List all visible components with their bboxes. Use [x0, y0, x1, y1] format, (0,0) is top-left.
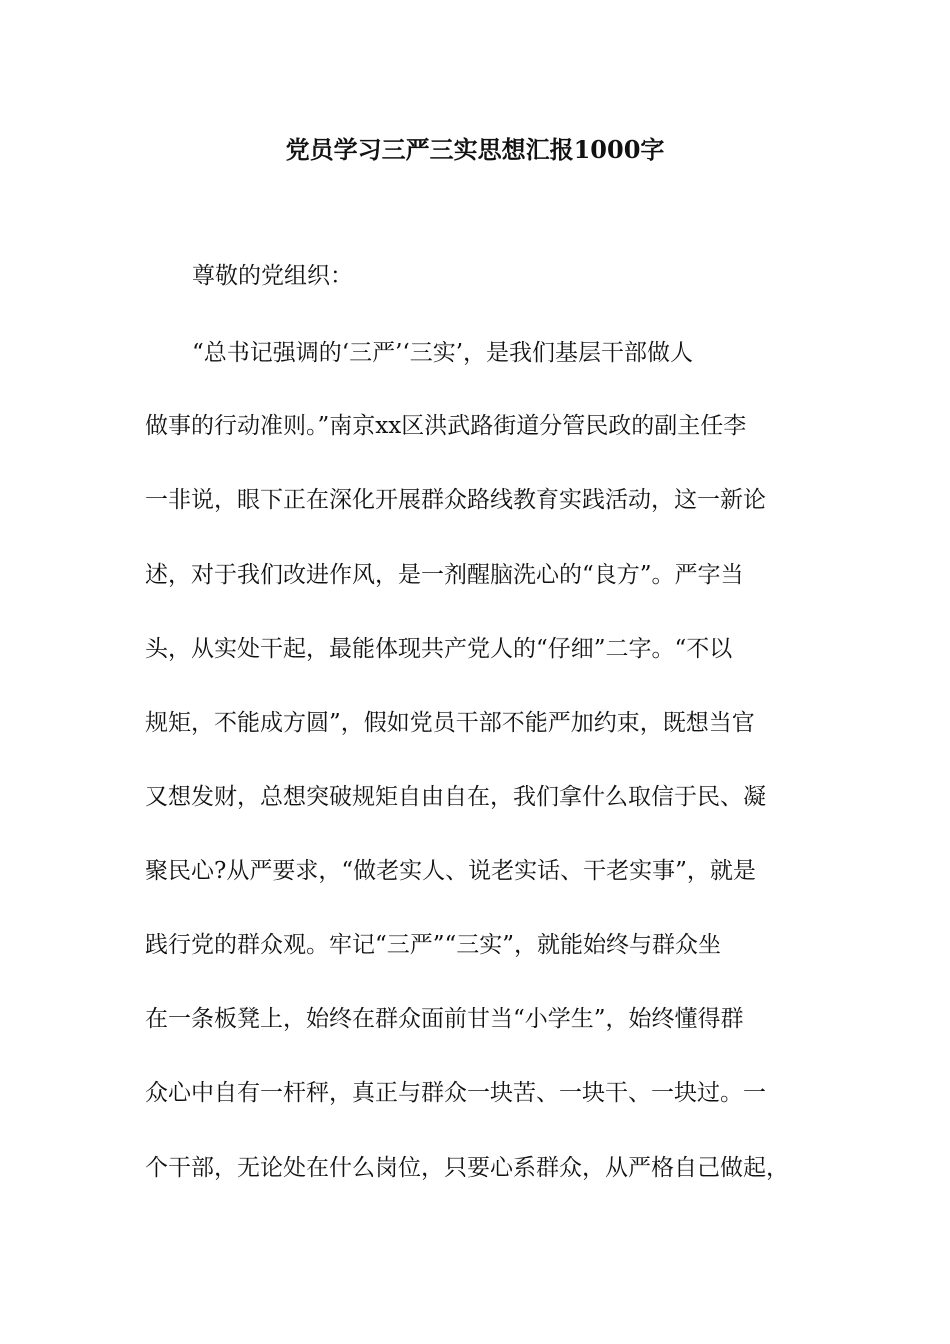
paragraph-line: “总书记强调的‘三严’‘三实’，是我们基层干部做人 — [192, 340, 694, 366]
paragraph-line: 众心中自有一杆秤，真正与群众一块苦、一块干、一块过。一 — [145, 1080, 766, 1106]
paragraph-line: 又想发财，总想突破规矩自由自在，我们拿什么取信于民、凝 — [145, 784, 766, 810]
paragraph-line: 在一条板凳上，始终在群众面前甘当“小学生”，始终懂得群 — [145, 1006, 744, 1032]
paragraph-line: 述，对于我们改进作风，是一剂醒脑洗心的“良方”。严字当 — [145, 562, 744, 588]
paragraph-line: 个干部，无论处在什么岗位，只要心系群众，从严格自己做起， — [145, 1155, 789, 1181]
paragraph-line: 做事的行动准则。”南京xx区洪武路街道分管民政的副主任李 — [145, 413, 747, 439]
paragraph-line: 规矩，不能成方圆”，假如党员干部不能严加约束，既想当官 — [145, 710, 755, 736]
paragraph-line: 践行党的群众观。牢记“三严”“三实”，就能始终与群众坐 — [145, 932, 722, 958]
paragraph-line: 头，从实处干起，最能体现共产党人的“仔细”二字。“不以 — [145, 636, 733, 662]
paragraph-line: 聚民心?从严要求，“做老实人、说老实话、干老实事”，就是 — [145, 858, 756, 884]
salutation: 尊敬的党组织： — [192, 263, 353, 289]
document-title: 党员学习三严三实思想汇报1000字 — [285, 135, 665, 164]
paragraph-line: 一非说，眼下正在深化开展群众路线教育实践活动，这一新论 — [145, 487, 766, 513]
